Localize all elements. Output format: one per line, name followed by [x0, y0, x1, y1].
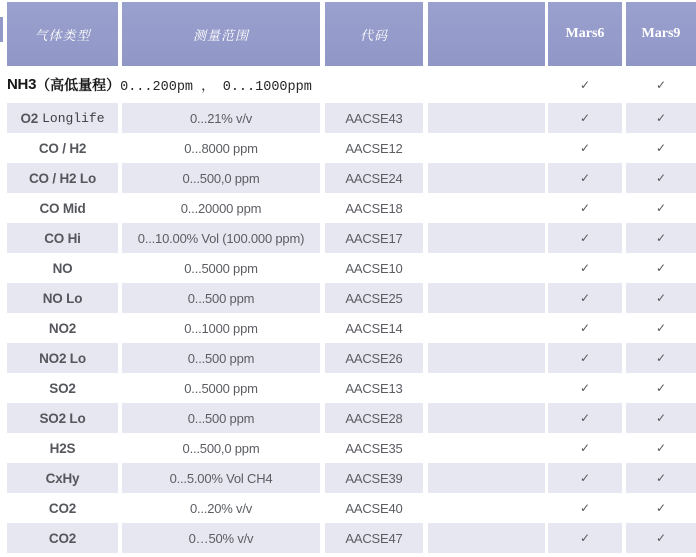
gas-cell [7, 373, 118, 403]
range-cell [122, 343, 320, 373]
gas-label: H2S [49, 440, 76, 456]
code-cell [325, 283, 423, 313]
gas-cell [7, 433, 118, 463]
code-cell [325, 163, 423, 193]
mars9-check-cell [626, 133, 696, 163]
header-mars9-label: Mars9 [641, 26, 681, 41]
header-mars6 [548, 2, 622, 66]
gas-label: O2 [20, 110, 39, 126]
header-gas-type-label: 气体类型 [34, 28, 91, 44]
check-icon: ✓ [579, 411, 591, 425]
mars6-check-cell [548, 253, 622, 283]
code-cell [325, 373, 423, 403]
mars6-check-cell [548, 433, 622, 463]
mars6-check-cell [548, 403, 622, 433]
mars9-check-cell [626, 463, 696, 493]
check-icon: ✓ [579, 201, 591, 215]
mars9-check-cell [626, 373, 696, 403]
mars9-check-cell [626, 403, 696, 433]
check-icon: ✓ [655, 201, 667, 215]
gas-label: CO / H2 Lo [28, 170, 96, 186]
range-cell [122, 103, 320, 133]
gas-cell [7, 223, 118, 253]
check-icon: ✓ [579, 381, 591, 395]
code-label: AACSE12 [345, 140, 403, 156]
mars9-check-cell [626, 103, 696, 133]
gas-cell [7, 103, 118, 133]
table-row [0, 523, 696, 553]
mars6-check-cell [548, 373, 622, 403]
empty-cell [428, 133, 545, 163]
table-row [0, 373, 696, 403]
code-cell [325, 523, 423, 553]
code-cell [325, 223, 423, 253]
check-icon: ✓ [579, 171, 591, 185]
check-icon: ✓ [655, 171, 667, 185]
range-label: 0...10.00% Vol (100.000 ppm) [137, 230, 305, 246]
check-icon: ✓ [655, 321, 667, 335]
check-icon: ✓ [655, 351, 667, 365]
code-cell [325, 493, 423, 523]
gas-cell [7, 343, 118, 373]
check-icon: ✓ [655, 111, 667, 125]
code-cell [325, 463, 423, 493]
range-cell [122, 493, 320, 523]
gas-label: NO2 [48, 320, 77, 336]
empty-cell [428, 433, 545, 463]
header-empty [428, 2, 545, 66]
range-label: 0...20% v/v [189, 500, 253, 516]
gas-cell [7, 133, 118, 163]
range-cell [122, 403, 320, 433]
nh3-row [0, 66, 696, 103]
gas-label: CO / H2 [38, 140, 87, 156]
empty-cell [428, 223, 545, 253]
nh3-range-note: （高低量程） [36, 77, 121, 94]
check-icon: ✓ [579, 231, 591, 245]
code-cell [325, 403, 423, 433]
gas-label: NO [52, 260, 73, 276]
range-cell [122, 253, 320, 283]
empty-cell [428, 103, 545, 133]
code-cell [325, 133, 423, 163]
code-label: AACSE43 [345, 110, 403, 126]
code-cell [325, 253, 423, 283]
range-label: 0...500 ppm [187, 290, 255, 306]
check-icon: ✓ [579, 501, 591, 515]
check-icon: ✓ [579, 111, 591, 125]
code-label: AACSE35 [345, 440, 403, 456]
header-measure-range [122, 2, 320, 66]
mars6-check-cell [548, 343, 622, 373]
range-cell [122, 523, 320, 553]
range-label: 0...500,0 ppm [182, 170, 260, 186]
check-icon: ✓ [579, 261, 591, 275]
mars9-check-cell [626, 193, 696, 223]
range-cell [122, 133, 320, 163]
check-icon: ✓ [655, 411, 667, 425]
empty-cell [428, 463, 545, 493]
gas-label: CO Hi [44, 230, 81, 246]
gas-cell [7, 193, 118, 223]
mars6-check-cell [548, 523, 622, 553]
mars9-check-cell [626, 223, 696, 253]
code-cell [325, 433, 423, 463]
mars6-check-cell [548, 223, 622, 253]
check-icon: ✓ [655, 531, 667, 545]
check-icon: ✓ [579, 471, 591, 485]
code-label: AACSE13 [345, 380, 403, 396]
empty-cell [428, 523, 545, 553]
code-label: AACSE24 [345, 170, 403, 186]
range-label: 0...5000 ppm [184, 380, 258, 396]
empty-cell [428, 493, 545, 523]
range-cell [122, 283, 320, 313]
range-cell [122, 313, 320, 343]
code-label: AACSE25 [345, 290, 403, 306]
mars9-check-cell [626, 343, 696, 373]
header-gas-type [7, 2, 118, 66]
table-row [0, 283, 696, 313]
gas-label: NO Lo [42, 290, 83, 306]
header-measure-range-label: 测量范围 [192, 28, 249, 44]
gas-cell [7, 253, 118, 283]
range-label: 0...500 ppm [187, 350, 255, 366]
code-label: AACSE28 [345, 410, 403, 426]
mars6-check-cell [548, 313, 622, 343]
header-mars6-label: Mars6 [565, 26, 605, 41]
check-icon: ✓ [655, 261, 667, 275]
mars6-check-cell [548, 283, 622, 313]
check-icon: ✓ [579, 531, 591, 545]
check-icon: ✓ [579, 77, 591, 92]
table-row [0, 313, 696, 343]
header-mars9 [626, 2, 696, 66]
range-label: 0...5000 ppm [184, 260, 258, 276]
mars6-check-cell [548, 193, 622, 223]
table-row [0, 253, 696, 283]
mars9-check-cell [626, 523, 696, 553]
gas-cell [7, 283, 118, 313]
code-label: AACSE18 [345, 200, 403, 216]
table-row [0, 163, 696, 193]
mars9-check-cell [626, 493, 696, 523]
check-icon: ✓ [579, 351, 591, 365]
empty-cell [428, 403, 545, 433]
code-cell [325, 313, 423, 343]
gas-cell [7, 163, 118, 193]
check-icon: ✓ [655, 77, 667, 92]
range-cell [122, 373, 320, 403]
gas-cell [7, 523, 118, 553]
gas-label: CO Mid [39, 200, 86, 216]
table-row [0, 463, 696, 493]
range-label: 0...8000 ppm [184, 140, 258, 156]
code-cell [325, 103, 423, 133]
gas-label: SO2 [49, 380, 76, 396]
mars6-check-cell [548, 103, 622, 133]
code-label: AACSE47 [345, 530, 403, 546]
gas-label: SO2 Lo [39, 410, 86, 426]
empty-cell [428, 283, 545, 313]
code-label: AACSE17 [345, 230, 403, 246]
mars9-check-cell [626, 313, 696, 343]
code-label: AACSE10 [345, 260, 403, 276]
range-label: 0…50% v/v [188, 530, 254, 546]
nh3-row-text [7, 66, 545, 103]
range-cell [122, 463, 320, 493]
check-icon: ✓ [655, 291, 667, 305]
nh3-range-value: 0...200pm ， 0...1000ppm [120, 80, 312, 95]
nh3-mars6-check-cell [548, 66, 622, 103]
table-row [0, 133, 696, 163]
table-row [0, 493, 696, 523]
empty-cell [428, 163, 545, 193]
mars9-check-cell [626, 253, 696, 283]
gas-label: CO2 [48, 500, 77, 516]
nh3-gas-label: NH3 [7, 76, 37, 93]
range-cell [122, 223, 320, 253]
check-icon: ✓ [579, 291, 591, 305]
gas-suffix-label: Longlife [42, 110, 105, 126]
mars6-check-cell [548, 463, 622, 493]
code-label: AACSE39 [345, 470, 403, 486]
table-row [0, 343, 696, 373]
range-label: 0...500,0 ppm [182, 440, 260, 456]
check-icon: ✓ [579, 321, 591, 335]
code-label: AACSE40 [345, 500, 403, 516]
check-icon: ✓ [655, 441, 667, 455]
sensor-table-page [0, 2, 696, 557]
code-label: AACSE26 [345, 350, 403, 366]
range-cell [122, 433, 320, 463]
gas-cell [7, 463, 118, 493]
code-cell [325, 193, 423, 223]
table-row [0, 103, 696, 133]
nh3-mars9-check-cell [626, 66, 696, 103]
mars6-check-cell [548, 133, 622, 163]
check-icon: ✓ [579, 141, 591, 155]
mars9-check-cell [626, 283, 696, 313]
table-header-row [0, 2, 696, 66]
range-label: 0...1000 ppm [184, 320, 258, 336]
mars9-check-cell [626, 163, 696, 193]
code-cell [325, 343, 423, 373]
check-icon: ✓ [655, 381, 667, 395]
empty-cell [428, 313, 545, 343]
check-icon: ✓ [655, 471, 667, 485]
range-label: 0...5.00% Vol CH4 [169, 470, 273, 486]
range-label: 0...500 ppm [187, 410, 255, 426]
table-row [0, 223, 696, 253]
empty-cell [428, 253, 545, 283]
empty-cell [428, 373, 545, 403]
mars9-check-cell [626, 433, 696, 463]
check-icon: ✓ [579, 441, 591, 455]
range-cell [122, 163, 320, 193]
empty-cell [428, 343, 545, 373]
gas-label: CO2 [48, 530, 77, 546]
mars6-check-cell [548, 493, 622, 523]
table-row [0, 403, 696, 433]
gas-cell [7, 403, 118, 433]
range-label: 0...20000 ppm [180, 200, 262, 216]
gas-cell [7, 313, 118, 343]
check-icon: ✓ [655, 501, 667, 515]
table-row [0, 193, 696, 223]
gas-label: NO2 Lo [39, 350, 86, 366]
range-cell [122, 193, 320, 223]
table-body [0, 103, 696, 553]
mars6-check-cell [548, 163, 622, 193]
check-icon: ✓ [655, 231, 667, 245]
cropped-cell-sliver [0, 17, 3, 42]
code-label: AACSE14 [345, 320, 403, 336]
check-icon: ✓ [655, 141, 667, 155]
empty-cell [428, 193, 545, 223]
header-code-label: 代码 [359, 28, 388, 44]
gas-cell [7, 493, 118, 523]
table-row [0, 433, 696, 463]
header-code [325, 2, 423, 66]
gas-label: CxHy [45, 470, 80, 486]
range-label: 0...21% v/v [189, 110, 253, 126]
